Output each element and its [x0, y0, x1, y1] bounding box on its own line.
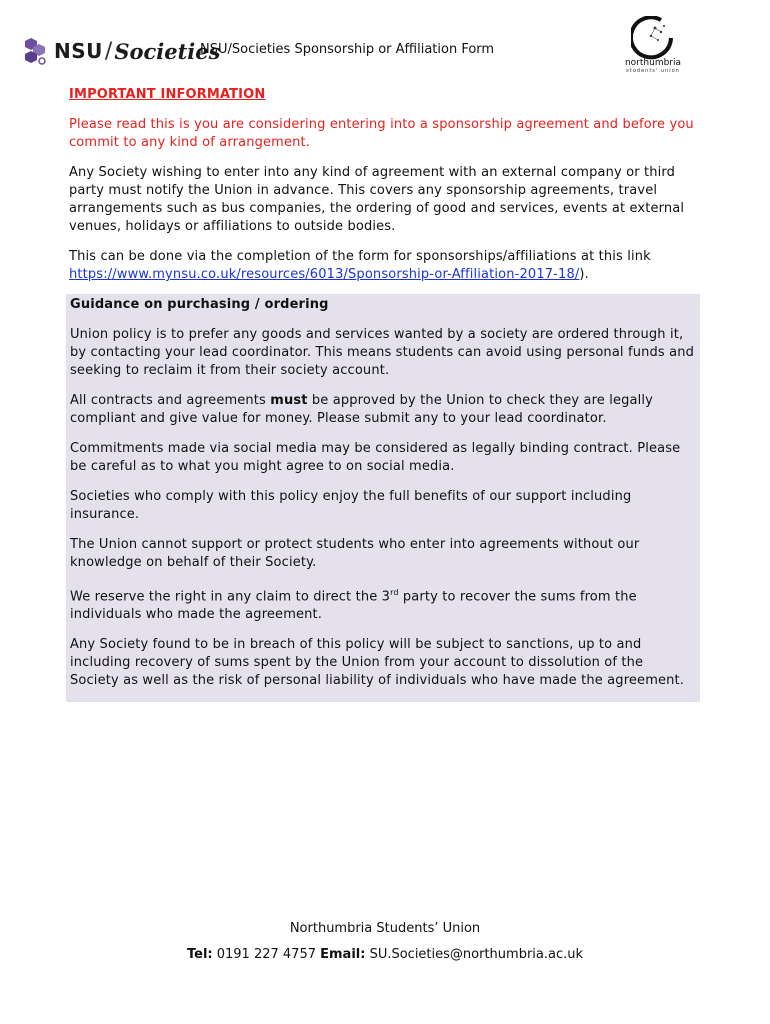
nsu-societies-logo — [22, 36, 220, 66]
p6-sup: rd — [390, 588, 399, 597]
guidance-panel — [66, 294, 700, 702]
guidance-paragraph-3: Commitments made via social media may be considered as legally binding contract. Please be careful as to what you might agree to on social media. — [70, 441, 681, 474]
guidance-paragraph-2 — [70, 392, 696, 428]
northumbria-crest-icon — [631, 16, 675, 60]
guidance-paragraph-6 — [70, 584, 696, 624]
guidance-paragraph-4: Societies who comply with this policy enjoy the full benefits of our support including insurance. — [70, 489, 632, 522]
page-footer — [0, 920, 770, 964]
guidance-heading: Guidance on purchasing / ordering — [70, 297, 329, 312]
form-link[interactable]: https://www.mynsu.co.uk/resources/6013/Sponsorship-or-Affiliation-2017-18/ — [69, 267, 580, 282]
northumbria-sub: students' union — [626, 68, 680, 74]
link-outro-text: ). — [579, 267, 589, 282]
logo-nsu-text: NSU — [54, 39, 103, 63]
tel-label: Tel: — [186, 947, 213, 962]
p6-after: party to recover the sums from the individuals who made the agreement. — [70, 589, 637, 623]
link-intro-text: This can be done via the completion of the form for sponsorships/affiliations at this link — [69, 249, 651, 264]
important-heading: IMPORTANT INFORMATION — [69, 87, 266, 102]
p2-must: must — [270, 393, 308, 408]
guidance-paragraph-5: The Union cannot support or protect students who enter into agreements without our knowledge on behalf of their Society. — [70, 537, 640, 570]
footer-contact — [0, 946, 770, 964]
footer-org: Northumbria Students’ Union — [289, 921, 481, 936]
p2-before: All contracts and agreements — [70, 393, 271, 408]
guidance-paragraph-1: Union policy is to prefer any goods and services wanted by a society are ordered through it, by contacting your lead coordinator. This means students can avoid using personal funds and seeking to reclaim it from their society account. — [70, 327, 694, 378]
p6-before: We reserve the right in any claim to direct the 3 — [70, 589, 391, 605]
notify-paragraph: Any Society wishing to enter into any kind of agreement with an external company or third party must notify the Union in advance. This covers any sponsorship agreements, travel arrangements such as bus companies, the ordering of good and services, events at external venues, holidays or affiliations to outside bodies. — [69, 165, 685, 234]
email-address[interactable]: SU.Societies@northumbria.ac.uk — [365, 947, 584, 962]
important-warning: Please read this is you are considering entering into a sponsorship agreement and before you commit to any kind of arrangement. — [69, 117, 694, 150]
page-header — [22, 30, 742, 80]
hexagon-cluster-icon — [22, 36, 48, 66]
important-section — [69, 86, 699, 296]
email-label: Email: — [320, 947, 366, 962]
tel-number: 0191 227 4757 — [212, 947, 321, 962]
northumbria-logo — [618, 16, 688, 82]
logo-slash: / — [104, 38, 113, 64]
guidance-paragraph-7: Any Society found to be in breach of this policy will be subject to sanctions, up to and including recovery of sums spent by the Union from your account to dissolution of the Society as well as the risk of personal liability of individuals who have made the agreement. — [70, 637, 685, 689]
form-link-paragraph — [69, 248, 699, 284]
logo-societies-text: Societies — [114, 38, 221, 64]
p2-after: be approved by the Union to check they are legally compliant and give value for money. Please submit any to your lead coordinator. — [70, 393, 654, 426]
page-title: NSU/Societies Sponsorship or Affiliation Form — [200, 42, 495, 57]
northumbria-word: northumbria — [624, 58, 682, 68]
